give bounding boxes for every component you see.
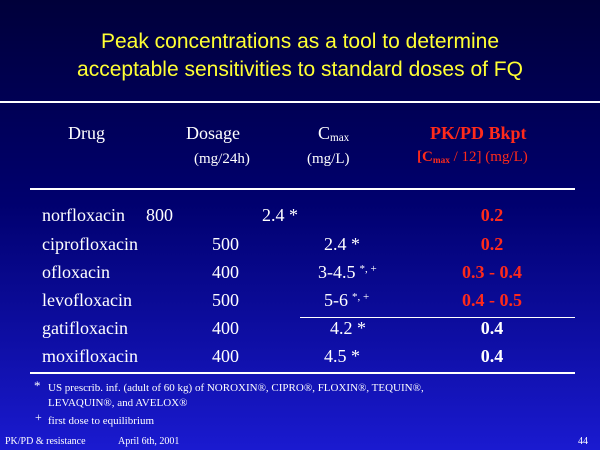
table-bottom-divider (30, 372, 575, 374)
header-drug: Drug (68, 123, 105, 143)
drug-cmax (324, 346, 360, 367)
header-dosage: Dosage (186, 123, 240, 143)
footnote-plus-symbol: + (35, 410, 42, 424)
drug-cmax (318, 262, 377, 283)
drug-cmax (330, 318, 366, 339)
drug-dosage: 400 (212, 318, 239, 338)
header-cmax-c: C (318, 123, 331, 143)
drug-dosage: 800 (146, 205, 173, 225)
header-bkpt: PK/PD Bkpt (430, 123, 527, 143)
bkpt-formula-open: [C (417, 149, 433, 165)
drug-name: moxifloxacin (42, 346, 138, 366)
drug-cmax-value: 4.5 * (324, 346, 360, 366)
footnote-star-line-1: US prescrib. inf. (adult of 60 kg) of NOROXIN®, CIPRO®, FLOXIN®, TEQUIN®, (48, 382, 424, 394)
table-row-divider (300, 317, 575, 318)
footnote-star-symbol: * (34, 378, 41, 393)
drug-dosage: 500 (212, 234, 239, 254)
drug-dosage: 500 (212, 290, 239, 310)
footer-page-number: 44 (578, 436, 588, 447)
drug-breakpoint: 0.2 (480, 234, 504, 254)
drug-name: levofloxacin (42, 290, 132, 310)
footnote-plus-text: first dose to equilibrium (48, 415, 155, 427)
drug-name: ofloxacin (42, 262, 110, 282)
footnote-star-text (48, 381, 424, 411)
drug-cmax-footnote-marks: *, + (352, 291, 370, 303)
bkpt-formula-sub: max (432, 156, 450, 166)
drug-name: norfloxacin (42, 205, 125, 225)
drug-breakpoint: 0.3 - 0.4 (462, 262, 522, 282)
drug-name: gatifloxacin (42, 318, 128, 338)
drug-cmax-footnote-marks: *, + (359, 263, 377, 275)
footer-left: PK/PD & resistance (5, 436, 86, 447)
drug-name: ciprofloxacin (42, 234, 138, 254)
header-dosage-unit: (mg/24h) (194, 151, 250, 167)
drug-dosage: 400 (212, 262, 239, 282)
footnote-star (34, 378, 41, 395)
drug-cmax (324, 234, 360, 255)
title-line-2: acceptable sensitivities to standard doses of FQ (77, 58, 523, 81)
table-row (0, 346, 600, 374)
header-cmax-sub: max (330, 132, 350, 144)
drug-dosage: 400 (212, 346, 239, 366)
table-row (0, 234, 600, 262)
table-row (0, 205, 600, 233)
drug-cmax (324, 290, 369, 311)
drug-breakpoint: 0.4 (480, 346, 504, 366)
footnote-star-line-2: LEVAQUIN®, and AVELOX® (48, 397, 188, 409)
footer-date: April 6th, 2001 (118, 436, 180, 447)
drug-breakpoint: 0.2 (480, 205, 504, 225)
drug-cmax-value: 2.4 * (262, 205, 298, 225)
table-row (0, 290, 600, 318)
slide-title (0, 28, 600, 84)
header-bkpt-formula (417, 149, 528, 166)
header-divider (30, 188, 575, 190)
drug-cmax-value: 2.4 * (324, 234, 360, 254)
header-cmax-unit: (mg/L) (307, 151, 350, 167)
drug-cmax-value: 3-4.5 (318, 262, 356, 282)
drug-cmax-value: 4.2 * (330, 318, 366, 338)
table-row (0, 318, 600, 346)
drug-cmax (262, 205, 298, 226)
drug-breakpoint: 0.4 - 0.5 (462, 290, 522, 310)
title-line-1: Peak concentrations as a tool to determine (100, 30, 500, 53)
header-cmax (318, 123, 349, 144)
title-divider (0, 101, 600, 103)
bkpt-formula-rest: / 12] (mg/L) (449, 149, 528, 165)
drug-breakpoint: 0.4 (480, 318, 504, 338)
table-row (0, 262, 600, 290)
drug-cmax-value: 5-6 (324, 290, 348, 310)
